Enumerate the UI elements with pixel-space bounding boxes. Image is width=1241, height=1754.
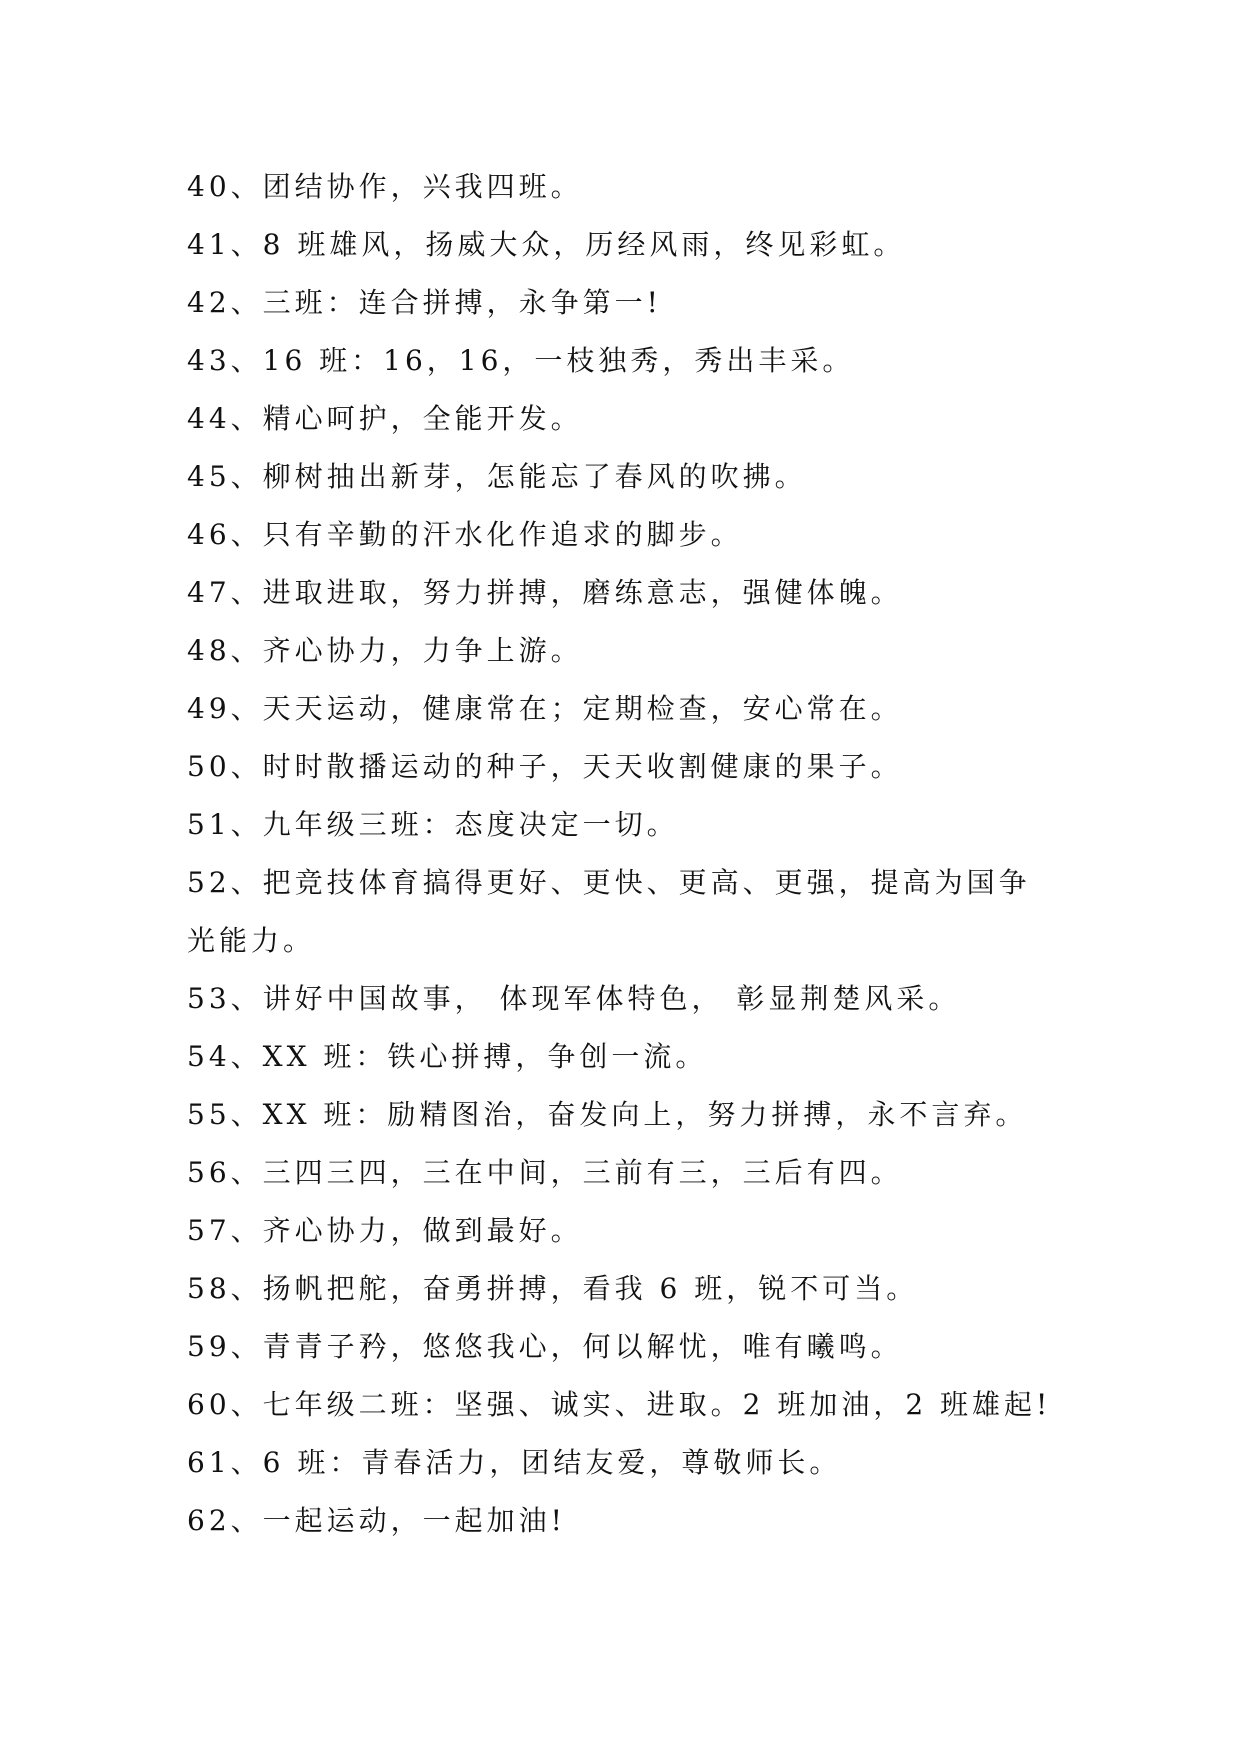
list-item: 40、团结协作，兴我四班。 xyxy=(187,170,583,203)
list-item: 49、天天运动，健康常在；定期检查，安心常在。 xyxy=(187,692,903,725)
list-item: 42、三班：连合拼搏，永争第一! xyxy=(187,286,662,319)
list-item: 55、XX 班：励精图治，奋发向上，努力拼搏，永不言弃。 xyxy=(187,1098,1028,1131)
slogan-list xyxy=(187,158,1067,1550)
list-item: 51、九年级三班：态度决定一切。 xyxy=(187,808,679,841)
list-item: 47、进取进取，努力拼搏，磨练意志，强健体魄。 xyxy=(187,576,903,609)
list-item: 43、16 班：16，16，一枝独秀，秀出丰采。 xyxy=(187,344,855,377)
list-item: 41、8 班雄风，扬威大众，历经风雨，终见彩虹。 xyxy=(187,228,906,261)
list-item: 62、一起运动，一起加油! xyxy=(187,1504,566,1537)
list-item: 57、齐心协力，做到最好。 xyxy=(187,1214,583,1247)
list-item: 50、时时散播运动的种子，天天收割健康的果子。 xyxy=(187,750,903,783)
list-item: 46、只有辛勤的汗水化作追求的脚步。 xyxy=(187,518,743,551)
list-item: 53、讲好中国故事， 体现军体特色， 彰显荆楚风采。 xyxy=(187,982,961,1015)
list-item: 61、6 班：青春活力，团结友爱，尊敬师长。 xyxy=(187,1446,842,1479)
list-item: 54、XX 班：铁心拼搏，争创一流。 xyxy=(187,1040,708,1073)
list-item: 60、七年级二班：坚强、诚实、进取。2 班加油，2 班雄起! xyxy=(187,1388,1052,1421)
list-item: 56、三四三四，三在中间，三前有三，三后有四。 xyxy=(187,1156,903,1189)
list-item: 59、青青子矜，悠悠我心，何以解忧，唯有曦鸣。 xyxy=(187,1330,903,1363)
list-item: 52、把竞技体育搞得更好、更快、更高、更强，提高为国争 xyxy=(187,866,1031,899)
list-item: 44、精心呵护，全能开发。 xyxy=(187,402,583,435)
list-item: 48、齐心协力，力争上游。 xyxy=(187,634,583,667)
list-item: 58、扬帆把舵，奋勇拼搏，看我 6 班，锐不可当。 xyxy=(187,1272,919,1305)
list-item: 45、柳树抽出新芽，怎能忘了春风的吹拂。 xyxy=(187,460,807,493)
list-item-continuation: 光能力。 xyxy=(187,924,316,957)
